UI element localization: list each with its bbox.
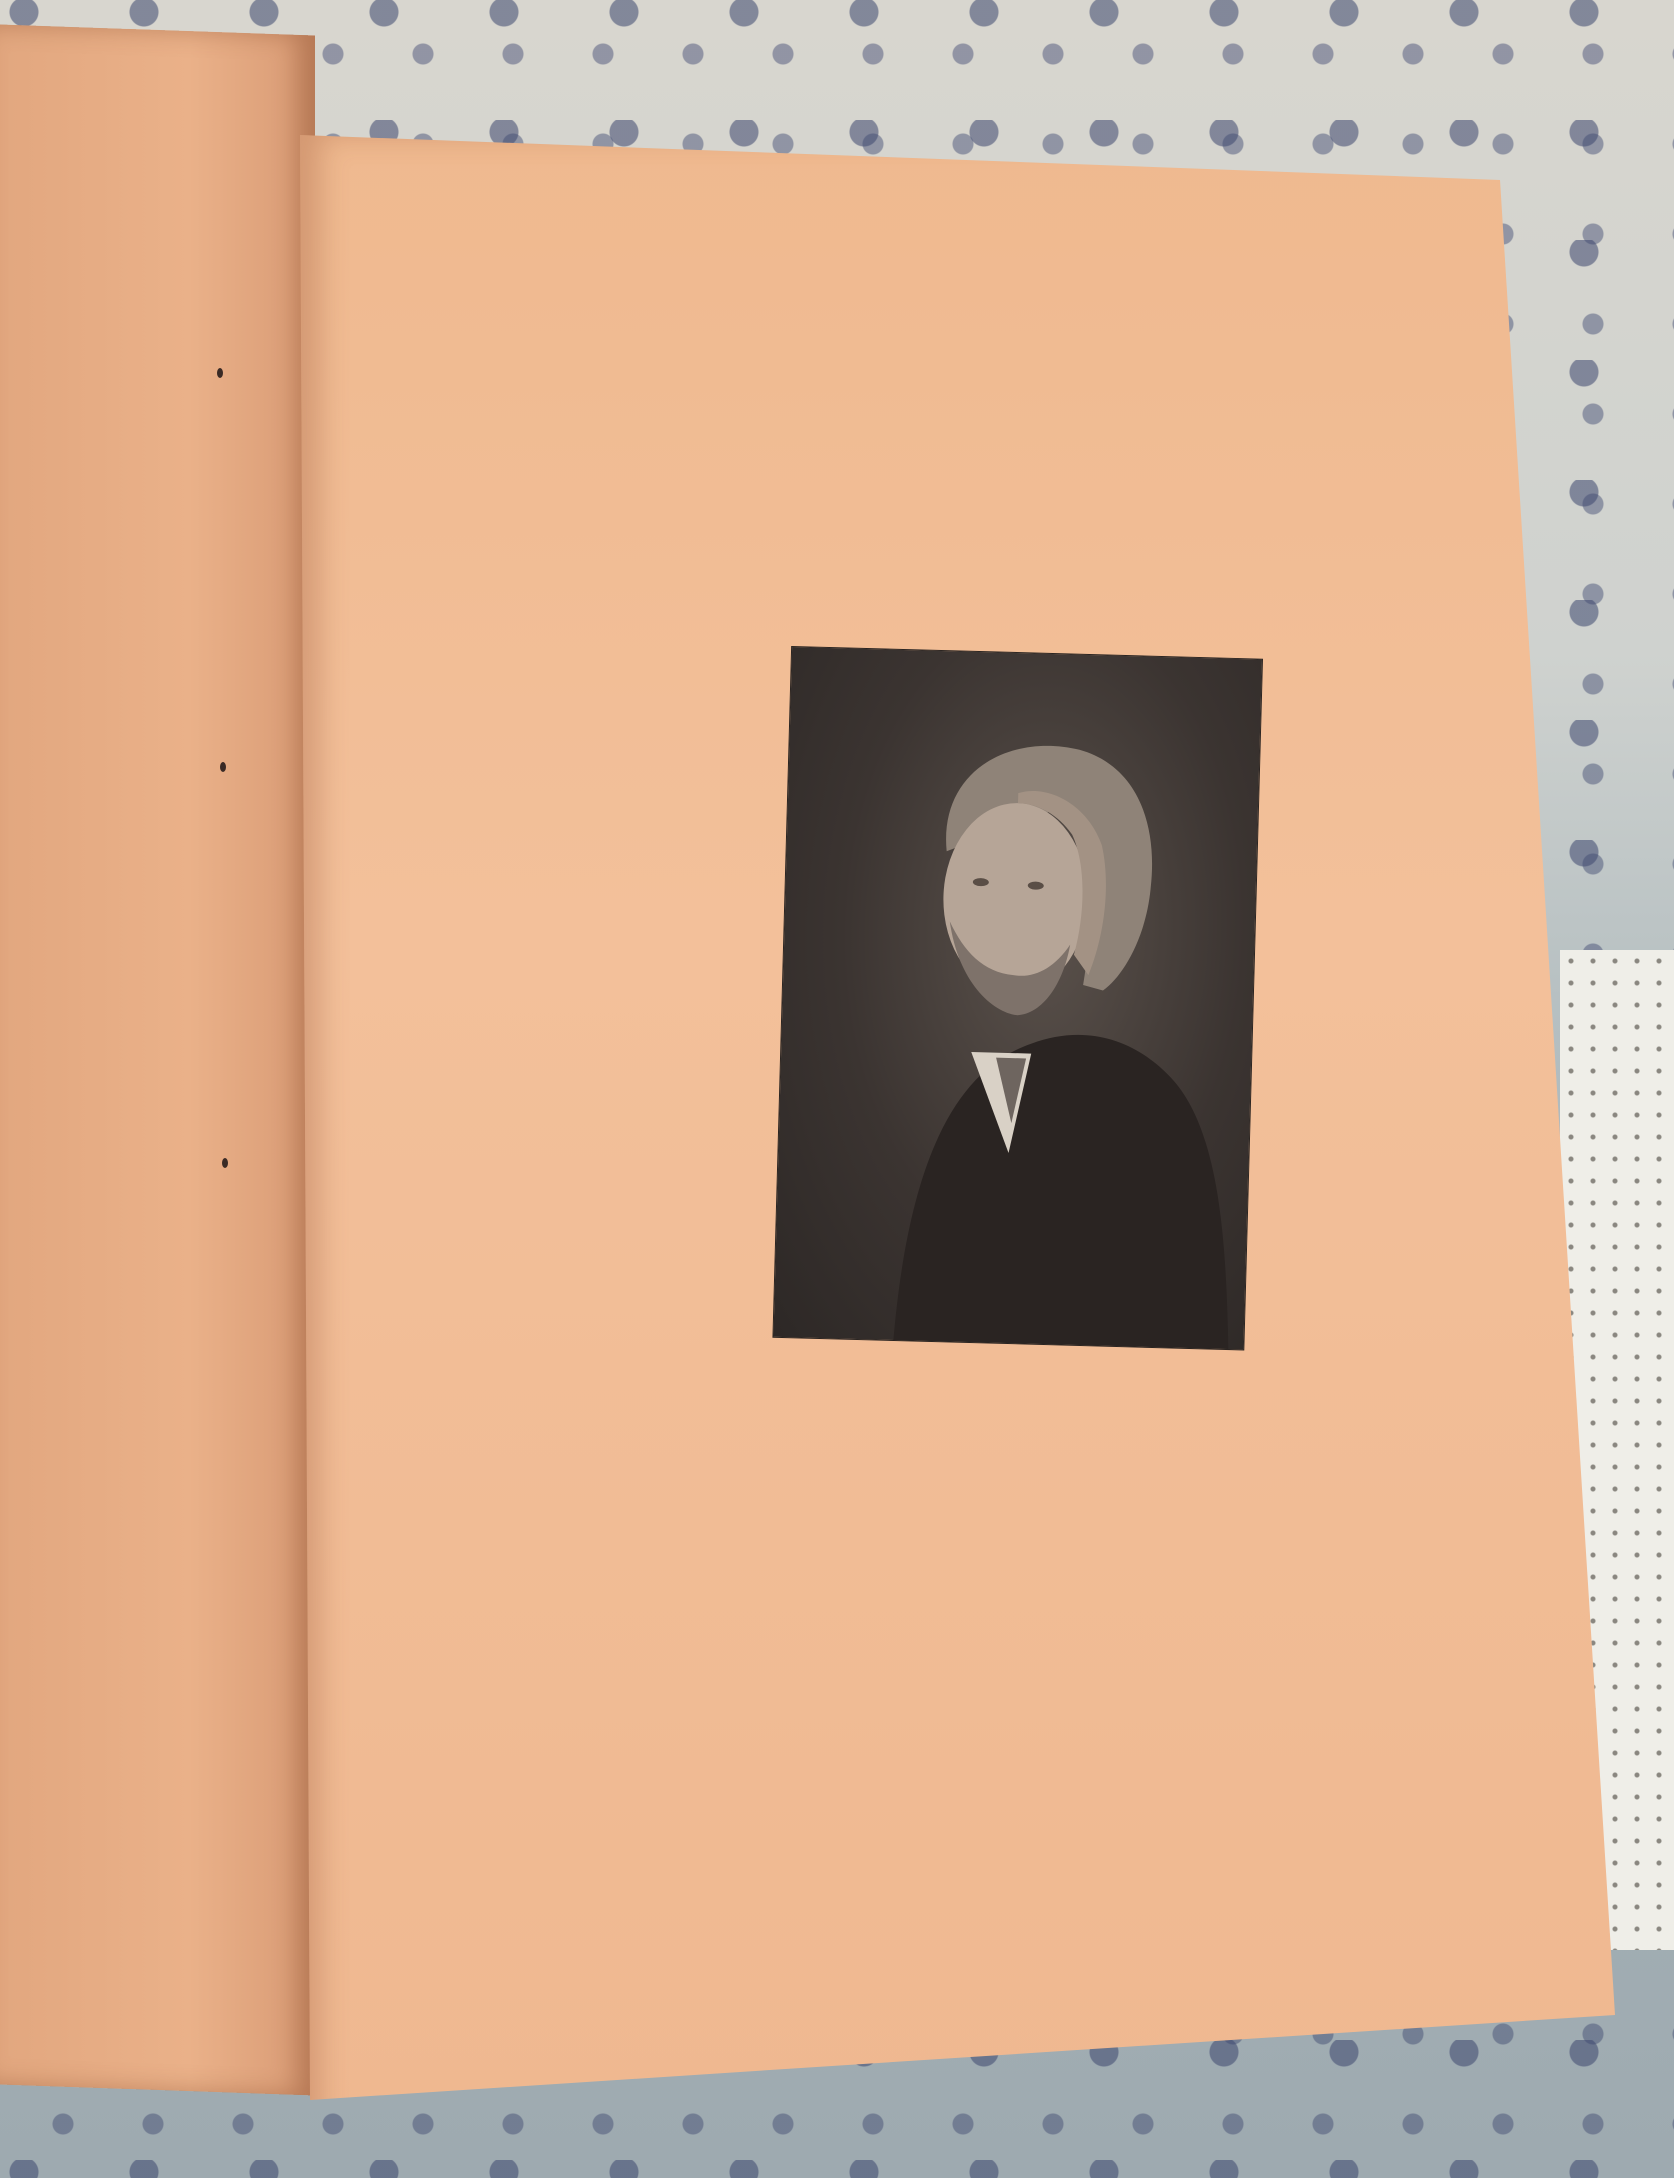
right-page: [300, 135, 1630, 2135]
margin-mark: [220, 762, 226, 772]
running-head: [464, 315, 1325, 378]
margin-mark: [217, 368, 223, 378]
photo-caption: [777, 1364, 1237, 1376]
wrapped-paragraph: [457, 615, 762, 623]
left-page-text: [0, 294, 200, 311]
portrait-photo: [772, 646, 1263, 1351]
portrait-illustration: [773, 647, 1261, 1349]
page-content: [465, 315, 1325, 338]
left-page: [0, 24, 315, 2095]
margin-mark: [222, 1158, 228, 1168]
paragraph-bottom: [434, 1445, 1294, 1468]
